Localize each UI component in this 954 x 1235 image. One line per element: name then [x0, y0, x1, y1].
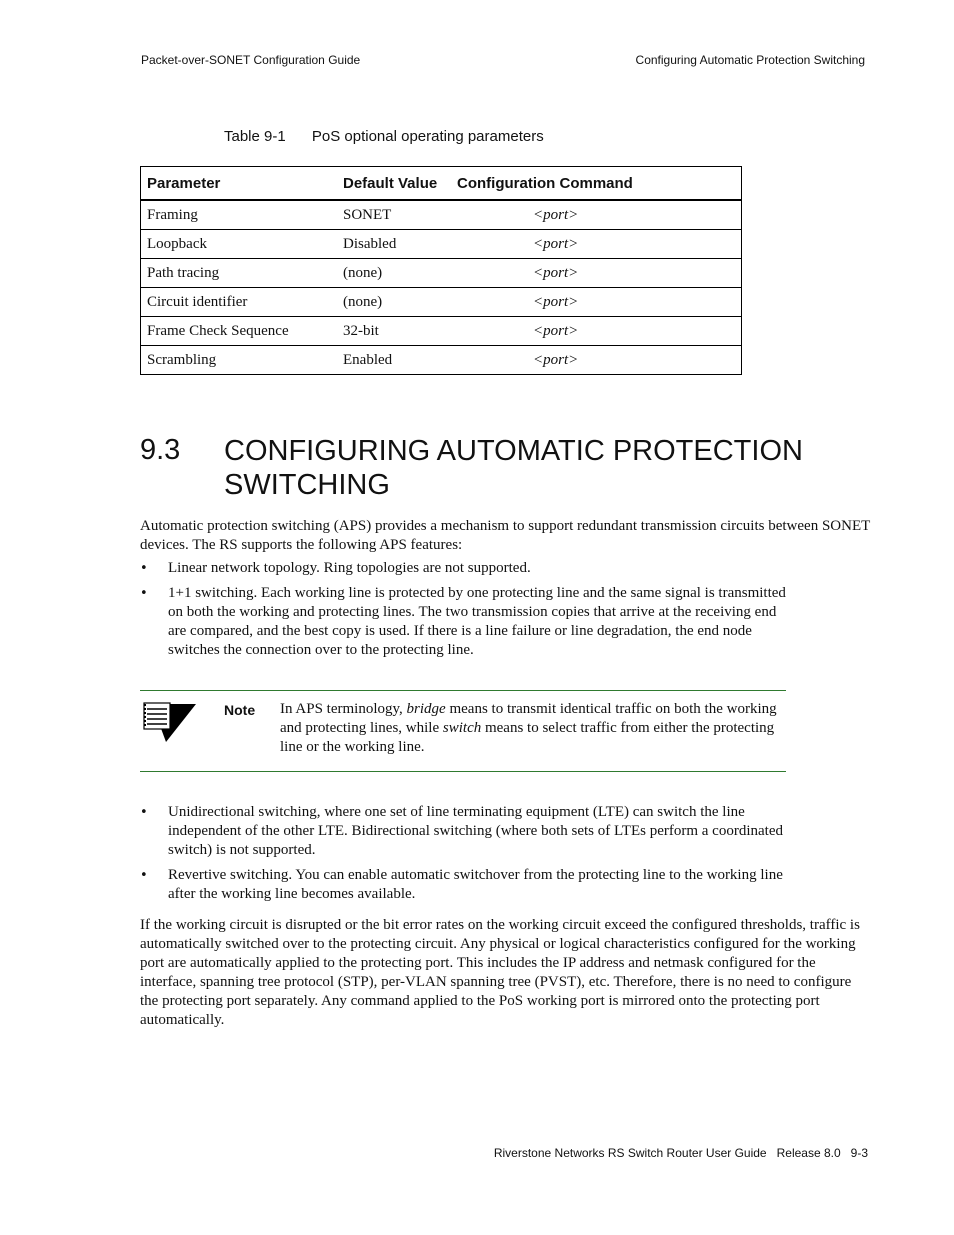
table-row: [141, 230, 742, 259]
column-header-default-value: Default Value: [337, 167, 449, 201]
table-caption-number: Table 9-1: [224, 128, 286, 145]
list-item-text: Linear network topology. Ring topologies are not supported.: [168, 560, 531, 576]
note-text-part: means to transmit identical traffic on both the working and protecting lines, while: [280, 701, 777, 736]
note-term-bridge: bridge: [406, 701, 446, 717]
page-footer: Riverstone Networks RS Switch Router User Guide Release 8.0 9-3: [493, 1146, 868, 1160]
bullet-icon: •: [140, 868, 148, 883]
table-header-row: [141, 167, 742, 201]
table-row: [141, 259, 742, 288]
cell-parameter: Framing: [141, 200, 338, 230]
note-text: [280, 700, 786, 757]
cell-parameter: Path tracing: [141, 259, 338, 288]
list-item: [140, 803, 790, 860]
cell-command: <port>: [449, 230, 742, 259]
intro-paragraph: Automatic protection switching (APS) provides a mechanism to support redundant transmission circuits between SONET devices. The RS supports the following APS features:: [140, 518, 871, 553]
section-title-line: SWITCHING: [224, 469, 390, 501]
cell-default-value: 32-bit: [337, 317, 449, 346]
section-title-line: CONFIGURING AUTOMATIC PROTECTION: [224, 435, 803, 467]
column-header-configuration-command: Configuration Command: [449, 167, 742, 201]
table-row: [141, 317, 742, 346]
cell-command: <port>: [449, 288, 742, 317]
table-caption: [224, 128, 544, 145]
cell-default-value: (none): [337, 288, 449, 317]
list-item-text: Revertive switching. You can enable automatic switchover from the protecting line to the working line after the working line becomes available.: [168, 867, 783, 902]
table-row: [141, 288, 742, 317]
table-row: [141, 200, 742, 230]
note-text-part: In APS terminology,: [280, 701, 407, 717]
bullet-icon: •: [140, 561, 148, 576]
running-header-left: Packet-over-SONET Configuration Guide: [141, 53, 361, 67]
table-caption-title: PoS optional operating parameters: [311, 128, 544, 145]
parameters-table: [140, 166, 742, 375]
closing-paragraph: If the working circuit is disrupted or the bit error rates on the working circuit exceed the configured thresholds, traffic is automatically switched over to the protecting circuit. Any physical or logical characteristics configured for the working port are automatically applied to the protecting port. This includes the IP address and netmask configured for the interface, spanning tree protocol (STP), per-VLAN spanning tree (PVST), etc. Therefore, there is no need to configure the protecting port separately. Any command applied to the PoS working port is mirrored onto the protecting port automatically.: [140, 917, 860, 1028]
cell-command: <port>: [449, 259, 742, 288]
list-item: [140, 559, 790, 578]
cell-default-value: Disabled: [337, 230, 449, 259]
note-text-part: means to select traffic from either the protecting line or the working line.: [280, 720, 775, 755]
cell-command: <port>: [449, 317, 742, 346]
list-item: [140, 866, 790, 904]
bullet-icon: •: [140, 805, 148, 820]
cell-default-value: SONET: [337, 200, 449, 230]
note-term-switch: switch: [442, 720, 482, 736]
note-top-rule: [140, 690, 786, 691]
list-item-text: 1+1 switching. Each working line is protected by one protecting line and the same signal is transmitted on both the working and protecting lines. The two transmission copies that arrive at the receiving end are compared, and the best copy is used. If there is a line failure or line degradation, the end node switches the connection over to the protecting line.: [168, 585, 786, 658]
note-bottom-rule: [140, 771, 786, 772]
cell-parameter: Frame Check Sequence: [141, 317, 338, 346]
cell-parameter: Circuit identifier: [141, 288, 338, 317]
bullet-icon: •: [140, 586, 148, 601]
running-header-right: Configuring Automatic Protection Switching: [635, 53, 865, 67]
cell-parameter: Loopback: [141, 230, 338, 259]
cell-command: <port>: [449, 200, 742, 230]
cell-parameter: Scrambling: [147, 351, 217, 368]
note-pad-icon: [142, 702, 198, 751]
cell-command: <port>: [533, 351, 579, 368]
list-item-text: Unidirectional switching, where one set of line terminating equipment (LTE) can switch the line independent of the other LTE. Bidirectional switching (where both sets of LTEs perform a coordinated switch) is not supported.: [168, 804, 783, 858]
cell-default-value: Enabled: [343, 351, 393, 368]
list-item: [140, 584, 790, 660]
section-number: 9.3: [140, 434, 181, 466]
cell-default-value: (none): [337, 259, 449, 288]
table-row: [141, 346, 742, 375]
column-header-parameter: Parameter: [141, 167, 338, 201]
section-title: [224, 434, 844, 502]
note-label: Note: [224, 702, 256, 718]
